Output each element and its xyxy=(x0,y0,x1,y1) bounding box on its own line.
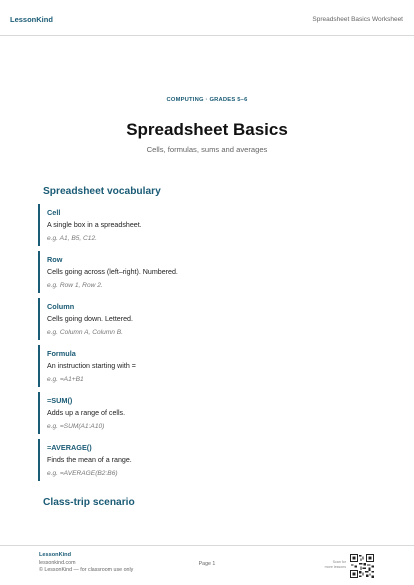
page-subtitle: Cells, formulas, sums and averages xyxy=(146,145,268,154)
vocab-definition: Cells going down. Lettered. xyxy=(47,315,133,323)
vocab-definition: An instruction starting with = xyxy=(47,362,136,370)
vocab-term: Formula xyxy=(47,349,76,358)
vocab-term: Row xyxy=(47,255,63,264)
subject-kicker: COMPUTING · GRADES 5–6 xyxy=(166,97,248,103)
vocab-term: =AVERAGE() xyxy=(47,443,92,452)
page-footer xyxy=(0,545,414,585)
page-title: Spreadsheet Basics xyxy=(126,120,288,139)
vocab-item-average xyxy=(38,439,378,481)
vocabulary-heading: Spreadsheet vocabulary xyxy=(43,186,161,197)
qr-caption-line: Scan for xyxy=(332,560,346,564)
vocab-term: =SUM() xyxy=(47,396,73,405)
vocab-example: e.g. Row 1, Row 2. xyxy=(47,282,103,289)
footer-site-link[interactable]: lessonkind.com xyxy=(39,560,76,566)
vocabulary-list xyxy=(38,204,378,486)
qr-caption xyxy=(318,560,346,569)
qr-caption-line: more lessons xyxy=(324,564,346,569)
vocab-definition: Adds up a range of cells. xyxy=(47,409,126,417)
vocab-item-formula xyxy=(38,345,378,387)
vocab-term: Cell xyxy=(47,208,61,217)
scenario-heading: Class-trip scenario xyxy=(43,497,135,508)
vocab-definition: Finds the mean of a range. xyxy=(47,456,132,464)
vocab-example: e.g. =AVERAGE(B2:B6) xyxy=(47,470,118,477)
vocab-term: Column xyxy=(47,302,75,311)
header-doc-title: Spreadsheet Basics Worksheet xyxy=(312,16,403,23)
vocab-example: e.g. =SUM(A1:A10) xyxy=(47,423,105,430)
page-number: Page 1 xyxy=(198,561,216,567)
vocab-item-column xyxy=(38,298,378,340)
vocab-item-cell xyxy=(38,204,378,246)
vocab-example: e.g. =A1+B1 xyxy=(47,376,84,383)
vocab-example: e.g. Column A, Column B. xyxy=(47,329,123,336)
vocab-definition: A single box in a spreadsheet. xyxy=(47,221,142,229)
vocab-definition: Cells going across (left–right). Numbered. xyxy=(47,268,178,276)
page-header xyxy=(0,0,414,36)
vocab-example: e.g. A1, B5, C12. xyxy=(47,235,97,242)
footer-copyright: © LessonKind — for classroom use only xyxy=(39,567,134,573)
header-brand: LessonKind xyxy=(10,15,53,24)
qr-code-icon xyxy=(350,554,374,578)
vocab-item-row xyxy=(38,251,378,293)
vocab-item-sum xyxy=(38,392,378,434)
footer-brand: LessonKind xyxy=(39,552,72,558)
